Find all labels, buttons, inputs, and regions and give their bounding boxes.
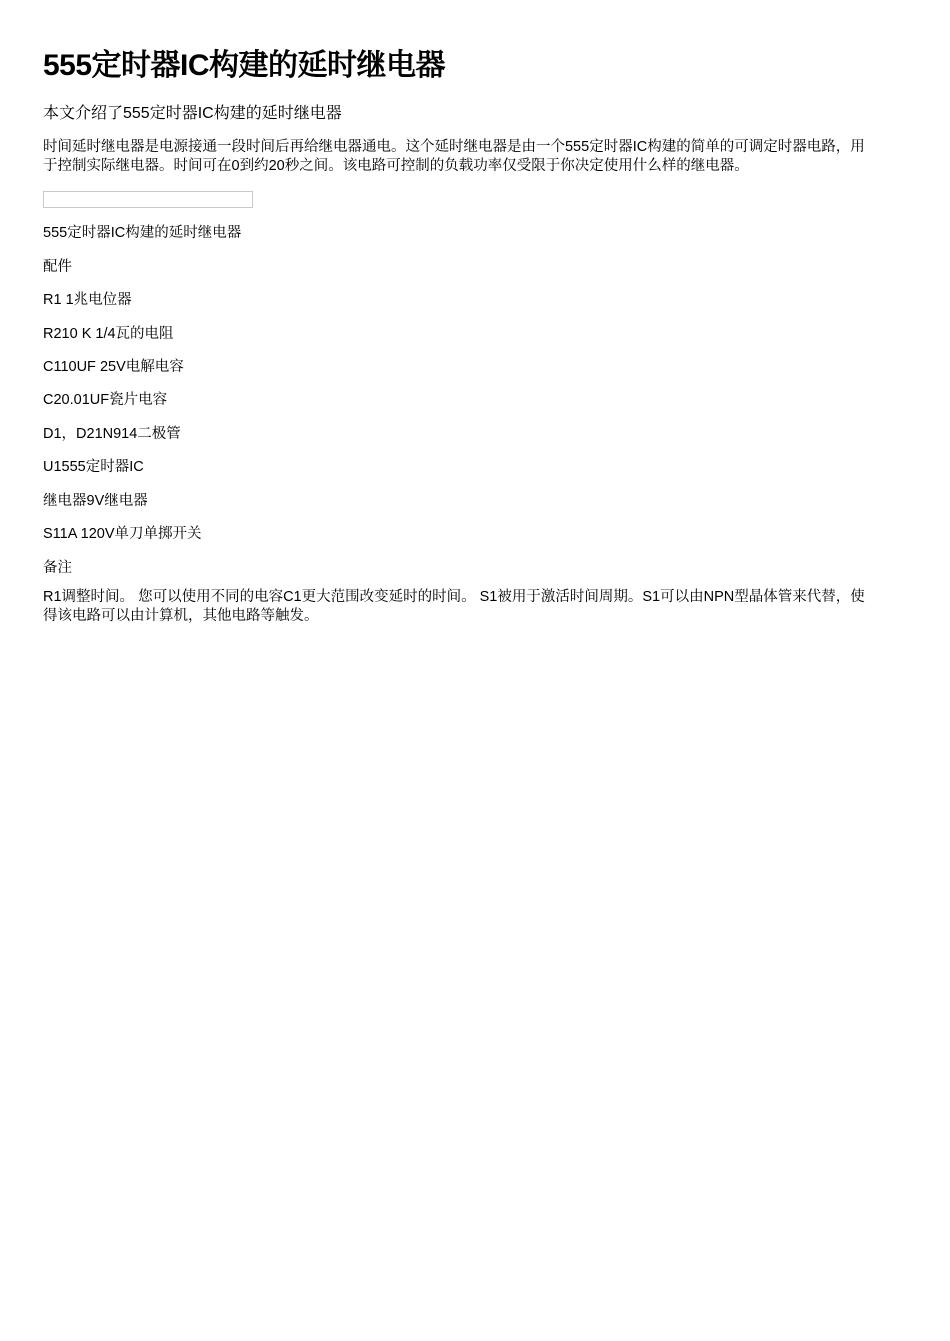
intro-paragraph: 时间延时继电器是电源接通一段时间后再给继电器通电。这个延时继电器是由一个555定时器IC构建的简单的可调定时器电路，用于控制实际继电器。时间可在0到约20秒之间。该电路可控制的负载功率仅受限于你决定使用什么样的继电器。 [43, 139, 865, 174]
notes-heading: 备注 [43, 560, 72, 576]
page-subtitle: 本文介绍了555定时器IC构建的延时继电器 [43, 105, 342, 122]
notes-paragraph: R1调整时间。 您可以使用不同的电容C1更大范围改变延时的时间。 S1被用于激活时间周期。S1可以由NPN型晶体管来代替，使得该电路可以由计算机，其他电路等触发。 [43, 589, 865, 624]
parts-list-item: S11A 120V单刀单掷开关 [43, 526, 202, 542]
parts-list-item: U1555定时器IC [43, 459, 144, 475]
page-title: 555定时器IC构建的延时继电器 [43, 49, 446, 82]
parts-list-item: C110UF 25V电解电容 [43, 359, 184, 375]
circuit-image-placeholder [43, 191, 253, 208]
parts-list-item: D1，D21N914二极管 [43, 426, 181, 442]
parts-list-item: C20.01UF瓷片电容 [43, 392, 168, 408]
parts-list-item: R210 K 1/4瓦的电阻 [43, 326, 174, 342]
parts-list-item: 继电器9V继电器 [43, 493, 148, 509]
image-caption: 555定时器IC构建的延时继电器 [43, 225, 242, 241]
parts-list-item: R1 1兆电位器 [43, 292, 132, 308]
parts-heading: 配件 [43, 259, 72, 275]
